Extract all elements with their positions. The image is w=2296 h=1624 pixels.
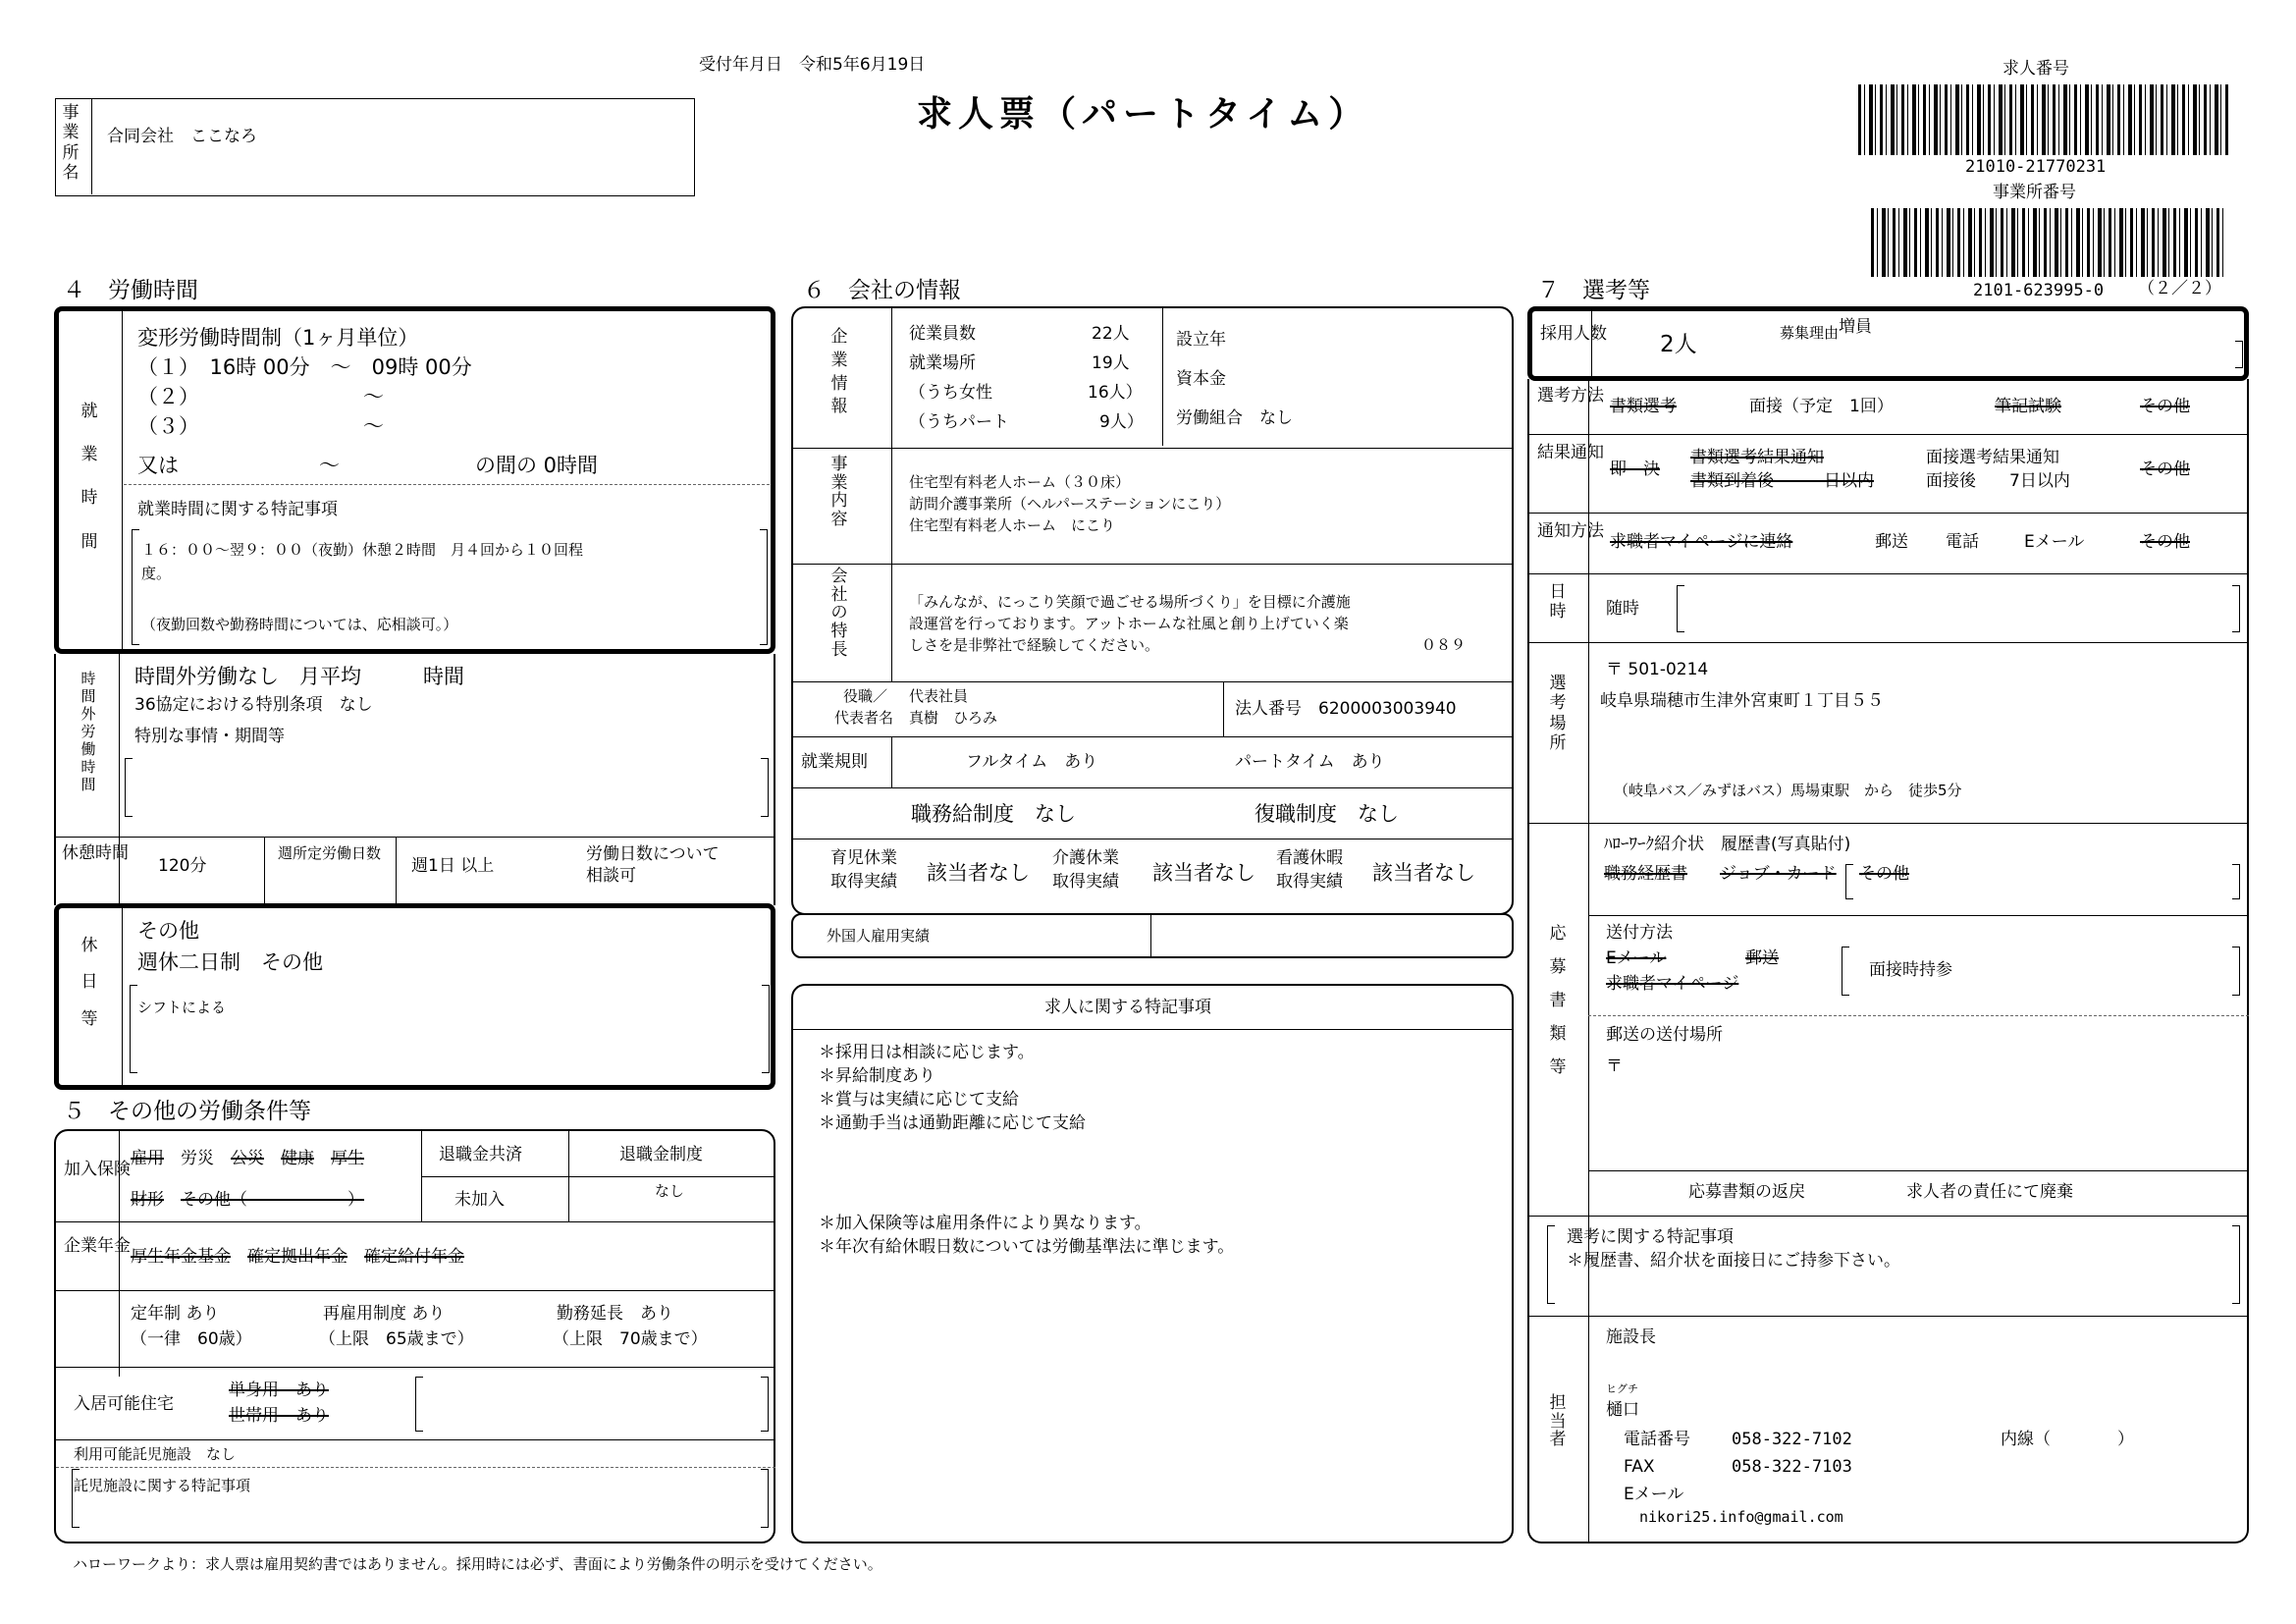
section6-heading: ６ 会社の情報	[803, 278, 961, 303]
job-no-label: 求人番号	[2002, 59, 2069, 79]
job-special-notes-box: 求人に関する特記事項 ＊採用日は相談に応じます。 ＊昇給制度あり ＊賞与は実績に応じて支給 ＊通勤手当は通勤距離に応じて支給 ＊加入保険等は雇用条件により異なります。 ＊年次有給休暇日数については労働基準法に準じます。	[791, 984, 1514, 1543]
contact-phone: 058-322-7102	[1732, 1430, 1852, 1449]
contact-email: nikori25.info@gmail.com	[1639, 1508, 1843, 1526]
office-name-box: 事業所名 合同会社 ここなろ	[55, 98, 695, 196]
page-title: 求人票（パートタイム）	[917, 94, 1370, 135]
office-no: 2101-623995-0	[1973, 281, 2105, 300]
holiday-box: 休日等 その他 週休二日制 その他 シフトによる	[54, 903, 775, 1090]
work-hours-box: 就業時間 変形労働時間制（1ヶ月単位） （１） 16時 00分 ～ 09時 00分 （２） ～ （３） ～ 又は ～ の間の 0時間 就業時間に関する特記事項 １６：００～翌９：００（夜勤）休憩２時間 月４回から１０回程 度。 （夜勤回数や勤務時間については、応相談可。）	[54, 306, 775, 654]
section5-heading: ５ その他の労働条件等	[63, 1099, 311, 1124]
section7-heading: ７ 選考等	[1537, 278, 1650, 303]
conditions-box: 加入保険 雇用 労災 公災 健康 厚生 財形 その他（ ） 退職金共済 未加入 退職金制度 なし 企業年金 厚生年金基金 確定拠出年金 確定給付年金 定年制 あり （一律 60歳） 再雇用制度 あり （上限 65歳まで） 勤務延長 あり （上限 70歳まで） 入居可能住宅 単身用 あり 世帯用 あり 利用可能託児施設 なし 託児施設に関する特記事項	[54, 1129, 775, 1543]
office-no-label: 事業所番号	[1993, 183, 2076, 202]
selection-box: 選考方法 書類選考 面接（予定 1回） 筆記試験 その他 結果通知 即 決 書類選考結果通知 書類到着後 日以内 面接選考結果通知 面接後 7日以内 その他 通知方法 求職者マイページに連絡 郵送 電話 Eメール その他 日時 随時 選考場所 〒 501-0214 岐阜県瑞穂市生津外宮東町１丁目５５ （岐阜バス／みずほバス）馬場東駅 から 徒歩5分 応募書類等 ﾊﾛｰﾜｰｸ紹介状 履歴書(写真貼付) 職務経歴書 ジョブ・カード その他 送付方法 Eメール 郵送 求職者マイページ 面接時持参 郵送の送付場所 〒 応募書類の返戻 求人者の責任にて廃棄 選考に関する特記事項 ＊履歴書、紹介状を面接日にご持参下さい。 担当者 施設長 ヒグチ 樋口 電話番号 058-322-7102 内線（ ） FAX 058-322-7103 Eメール nikori25.info@gmail.com	[1527, 379, 2249, 1543]
foreign-employment-box: 外国人雇用実績	[791, 913, 1514, 958]
office-no-barcode	[1871, 208, 2224, 277]
office-name: 合同会社 ここなろ	[107, 127, 257, 146]
job-no: 21010-21770231	[1965, 157, 2107, 177]
page-number: （２／２）	[2138, 279, 2221, 298]
contact-fax: 058-322-7103	[1732, 1457, 1852, 1477]
company-box: 企業情報 従業員数 22人 就業場所 19人 （うち女性 16人） （うちパート 9人） 設立年 資本金 労働組合 なし 事業内容 住宅型有料老人ホーム（３０床） 訪問介護事業所（ヘルパーステーションにこり） 住宅型有料老人ホーム にこり 会社の特長 「みんなが、にっこり笑顔で過ごせる場所づくり」を目標に介護施 設運営を行っております。アットホームな社風と創り上げていく楽 しさを是非弊社で経験してください。 ０８９ 役職／ 代表者名 代表社員 真樹 ひろみ 法人番号 6200003003940 就業規則 フルタイム あり パートタイム あり 職務給制度 なし 復職制度 なし 育児休業 取得実績 該当者なし 介護休業 取得実績 該当者なし 看護休暇 取得実績 該当者なし	[791, 306, 1514, 915]
footer-note: ハローワークより：求人票は雇用契約書ではありません。採用時には必ず、書面により労働条件の明示を受けてください。	[73, 1555, 882, 1573]
hire-box: 採用人数 2人 募集理由 増員	[1527, 306, 2249, 381]
overtime-box: 時間外労働時間 時間外労働なし 月平均 時間 36協定における特別条項 なし 特別な事情・期間等 休憩時間 120分 週所定労働日数 週1日 以上 労働日数について 相談可	[54, 654, 775, 905]
job-no-barcode	[1858, 84, 2229, 155]
receipt-date: 受付年月日 令和5年6月19日	[699, 55, 926, 75]
section4-heading: ４ 労働時間	[63, 278, 198, 303]
